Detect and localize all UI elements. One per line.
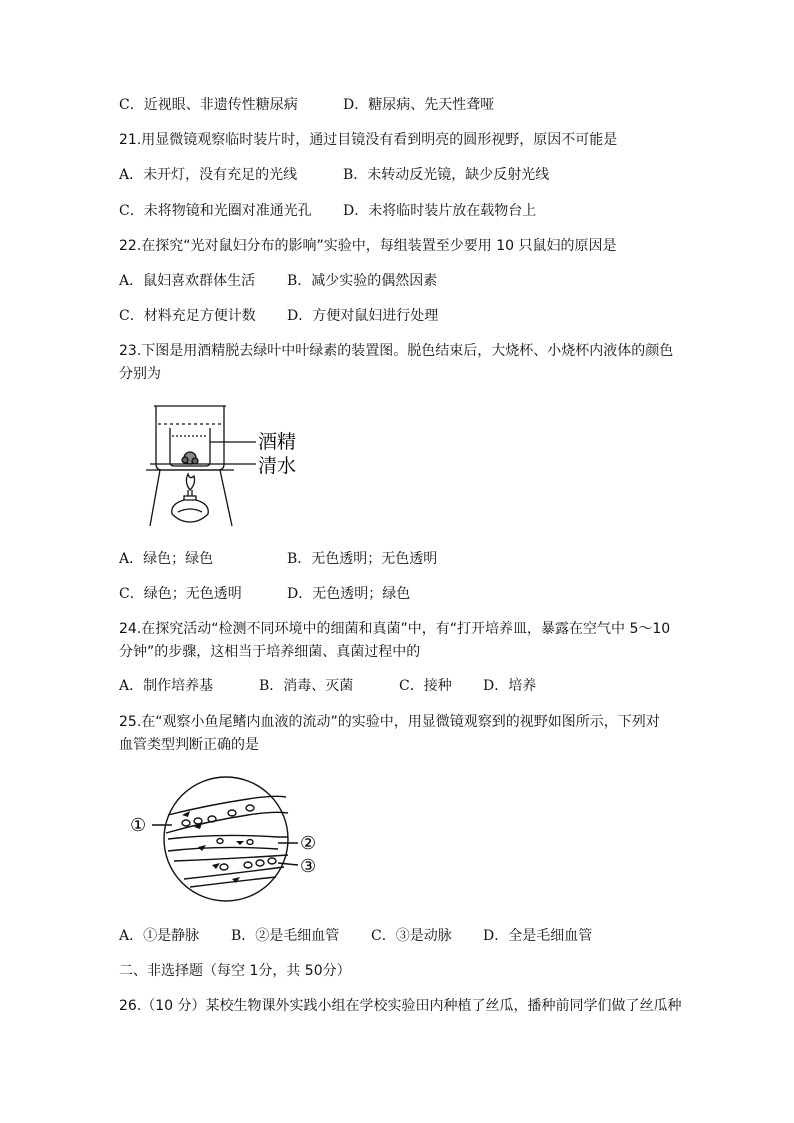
q25-stem-line1: 25.在“观察小鱼尾鳍内血液的流动”的实验中，用显微镜观察到的视野如图所示，下列对 — [119, 714, 660, 730]
label-alcohol: 酒精 — [258, 431, 297, 453]
q23-option-a: A．绿色；绿色 — [119, 551, 214, 567]
q25-option-c: C．③是动脉 — [371, 928, 452, 944]
q21-stem: 21.用显微镜观察临时装片时，通过目镜没有看到明亮的圆形视野，原因不可能是 — [119, 132, 618, 148]
q22-stem: 22.在探究“光对鼠妇分布的影响”实验中，每组装置至少要用 10 只鼠妇的原因是 — [119, 238, 617, 254]
q21-option-c: C．未将物镜和光圈对准通光孔 — [119, 203, 312, 219]
label-vessel-1: ① — [130, 815, 147, 836]
q24-stem-line2: 分钟”的步骤，这相当于培养细菌、真菌过程中的 — [119, 644, 421, 660]
q21-option-d: D．未将临时装片放在载物台上 — [343, 203, 537, 219]
alcohol-decolorization-apparatus-figure — [140, 400, 320, 530]
q25-option-d: D．全是毛细血管 — [483, 928, 593, 944]
q24-option-a: A．制作培养基 — [119, 678, 214, 694]
q25-stem-line2: 血管类型判断正确的是 — [119, 737, 259, 753]
q24-option-c: C．接种 — [399, 678, 452, 694]
label-vessel-3: ③ — [300, 856, 317, 877]
q24-stem-line1: 24.在探究活动“检测不同环境中的细菌和真菌”中，有“打开培养皿，暴露在空气中 5～10 — [119, 621, 671, 637]
q21-option-a: A．未开灯，没有充足的光线 — [119, 167, 298, 183]
q22-option-c: C．材料充足方便计数 — [119, 308, 256, 324]
q24-option-b: B．消毒、灭菌 — [259, 678, 354, 694]
q23-stem-line1: 23.下图是用酒精脱去绿叶中叶绿素的装置图。脱色结束后，大烧杯、小烧杯内液体的颜色 — [119, 343, 674, 359]
q20-option-d: D．糖尿病、先天性聋哑 — [343, 97, 495, 113]
q25-option-b: B．②是毛细血管 — [231, 928, 340, 944]
q23-stem-line2: 分别为 — [119, 366, 161, 382]
q24-option-d: D．培养 — [483, 678, 537, 694]
label-water: 清水 — [258, 455, 297, 477]
fish-tail-blood-flow-figure — [128, 775, 328, 905]
q23-option-d: D．无色透明；绿色 — [287, 586, 411, 602]
section-heading: 二、非选择题（每空 1分，共 50分） — [119, 963, 351, 979]
label-vessel-2: ② — [300, 833, 317, 854]
q22-option-d: D．方便对鼠妇进行处理 — [287, 308, 439, 324]
q23-option-b: B．无色透明；无色透明 — [287, 551, 438, 567]
q22-option-a: A．鼠妇喜欢群体生活 — [119, 273, 256, 289]
q26-stem: 26.（10 分）某校生物课外实践小组在学校实验田内种植了丝瓜，播种前同学们做了丝瓜种 — [119, 998, 682, 1014]
q21-option-b: B．未转动反光镜，缺少反射光线 — [343, 167, 550, 183]
q20-option-c: C．近视眼、非遗传性糖尿病 — [119, 97, 298, 113]
q23-option-c: C．绿色；无色透明 — [119, 586, 242, 602]
q22-option-b: B．减少实验的偶然因素 — [287, 273, 438, 289]
q25-option-a: A．①是静脉 — [119, 928, 200, 944]
